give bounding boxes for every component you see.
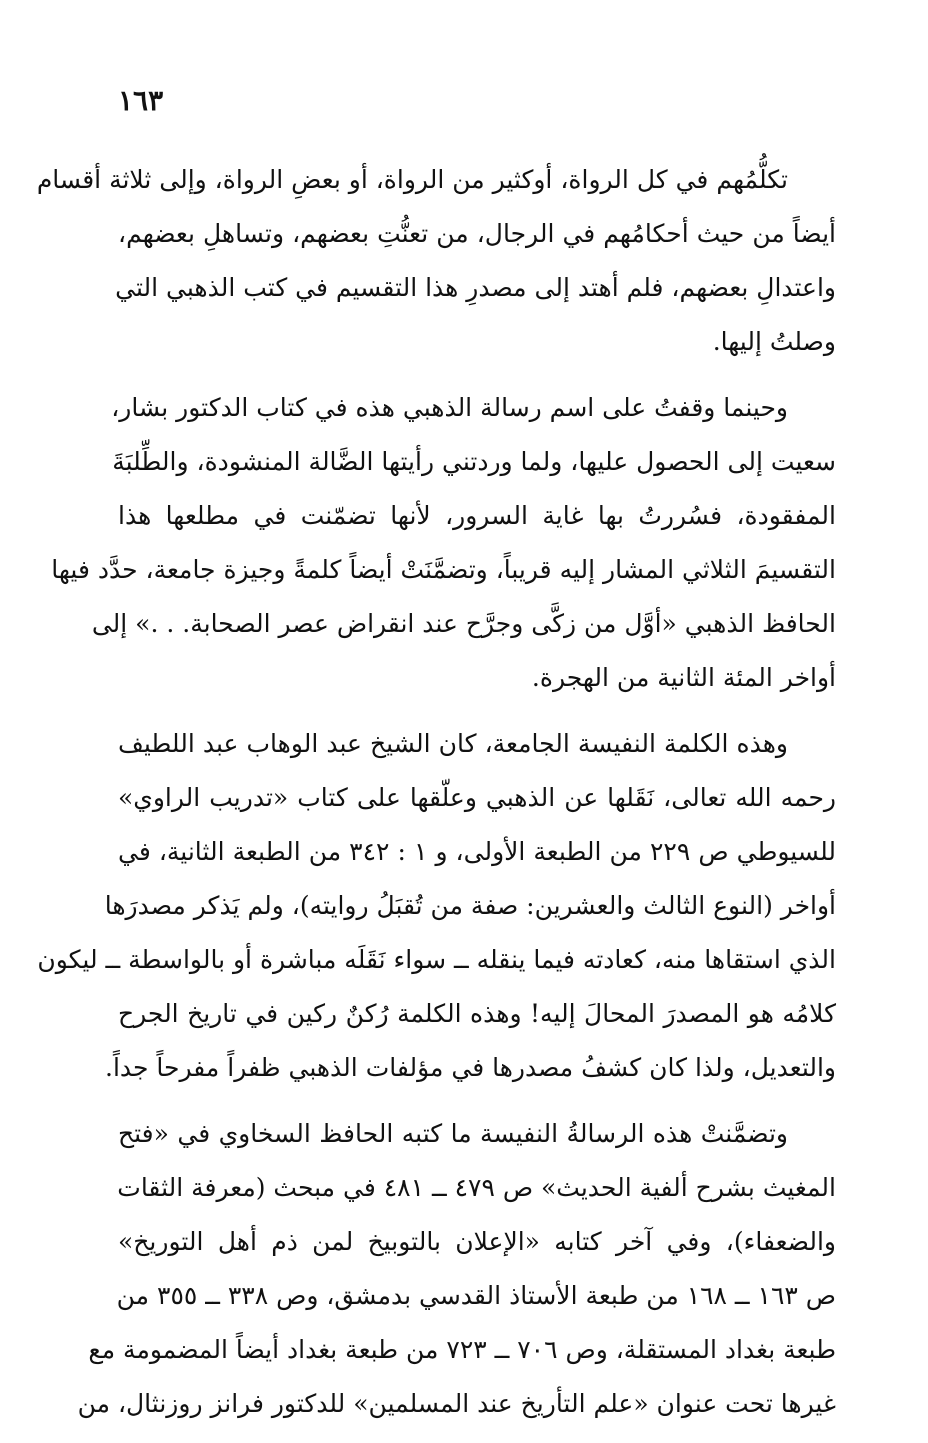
text-line: غيرها تحت عنوان «علم التأريخ عند المسلمين» للدكتور فرانز روزنثال، من	[77, 1389, 836, 1418]
text-line: للسيوطي ص ٢٢٩ من الطبعة الأولى، و ١ : ٣٤٢ من الطبعة الثانية، في	[118, 837, 836, 866]
text-line: الذي استقاها منه، كعادته فيما ينقله ــ سواء نَقَلَه مباشرة أو بالواسطة ــ ليكون	[37, 945, 836, 974]
text-line: ص ١٦٣ ــ ١٦٨ من طبعة الأستاذ القدسي بدمشق، وص ٣٣٨ ــ ٣٥٥ من	[116, 1281, 836, 1310]
text-line: والتعديل، ولذا كان كشفُ مصدرها في مؤلفات الذهبي ظفراً مفرحاً جداً.	[105, 1053, 836, 1082]
text-line: رحمه الله تعالى، نَقَلها عن الذهبي وعلّقها على كتاب «تدريب الراوي»	[118, 783, 836, 812]
paragraph	[36, 153, 836, 369]
text-line: وحينما وقفتُ على اسم رسالة الذهبي هذه في كتاب الدكتور بشار،	[111, 393, 788, 422]
text-line: أواخر المئة الثانية من الهجرة.	[531, 663, 836, 692]
text-line: وصلتُ إليها.	[712, 327, 836, 356]
text-line: المفقودة، فسُررتُ بها غاية السرور، لأنها تضمّنت في مطلعها هذا	[118, 501, 836, 530]
text-line: سعيت إلى الحصول عليها، ولما وردتني رأيتها الضَّالة المنشودة، والطِّلبَةَ	[112, 447, 836, 476]
text-line: أيضاً من حيث أحكامُهم في الرجال، من تعنُّتِ بعضهم، وتساهلِ بعضهم،	[118, 219, 836, 248]
paragraph	[51, 381, 836, 705]
text-line: التقسيمَ الثلاثي المشار إليه قريباً، وتضمَّنَتْ أيضاً كلمةً وجيزة جامعة، حدَّد فيها	[51, 555, 836, 584]
text-line: والضعفاء)، وفي آخر كتابه «الإعلان بالتوبيخ لمن ذم أهل التوريخ»	[118, 1227, 836, 1256]
text-line: وتضمَّنتْ هذه الرسالةُ النفيسة ما كتبه الحافظ السخاوي في «فتح	[118, 1119, 788, 1148]
body-text	[36, 153, 836, 1443]
text-line: كلامُه هو المصدرَ المحالَ إليه! وهذه الكلمة رُكنٌ ركين في تاريخ الجرح	[118, 999, 836, 1028]
text-line: المغيث بشرح ألفية الحديث» ص ٤٧٩ ــ ٤٨١ في مبحث (معرفة الثقات	[117, 1173, 836, 1202]
paragraph	[37, 717, 836, 1095]
text-line: واعتدالِ بعضهم، فلم أهتد إلى مصدرِ هذا التقسيم في كتب الذهبي التي	[115, 273, 836, 302]
text-line: الحافظ الذهبي «أوَّل من زكَّى وجرَّح عند انقراض عصر الصحابة. . .» إلى	[91, 609, 836, 638]
text-line: وهذه الكلمة النفيسة الجامعة، كان الشيخ عبد الوهاب عبد اللطيف	[118, 729, 788, 758]
text-line: طبعة بغداد المستقلة، وص ٧٠٦ ــ ٧٢٣ من طبعة بغداد أيضاً المضمومة مع	[88, 1335, 836, 1364]
text-line: أواخر (النوع الثالث والعشرين: صفة من تُقبَلُ روايته)، ولم يَذكر مصدرَها	[104, 891, 836, 920]
paragraph	[77, 1107, 836, 1431]
page-number: ١٦٣	[118, 84, 164, 117]
text-line: تكلُّمُهم في كل الرواة، أوكثير من الرواة، أو بعضِ الرواة، وإلى ثلاثة أقسام	[36, 165, 788, 194]
